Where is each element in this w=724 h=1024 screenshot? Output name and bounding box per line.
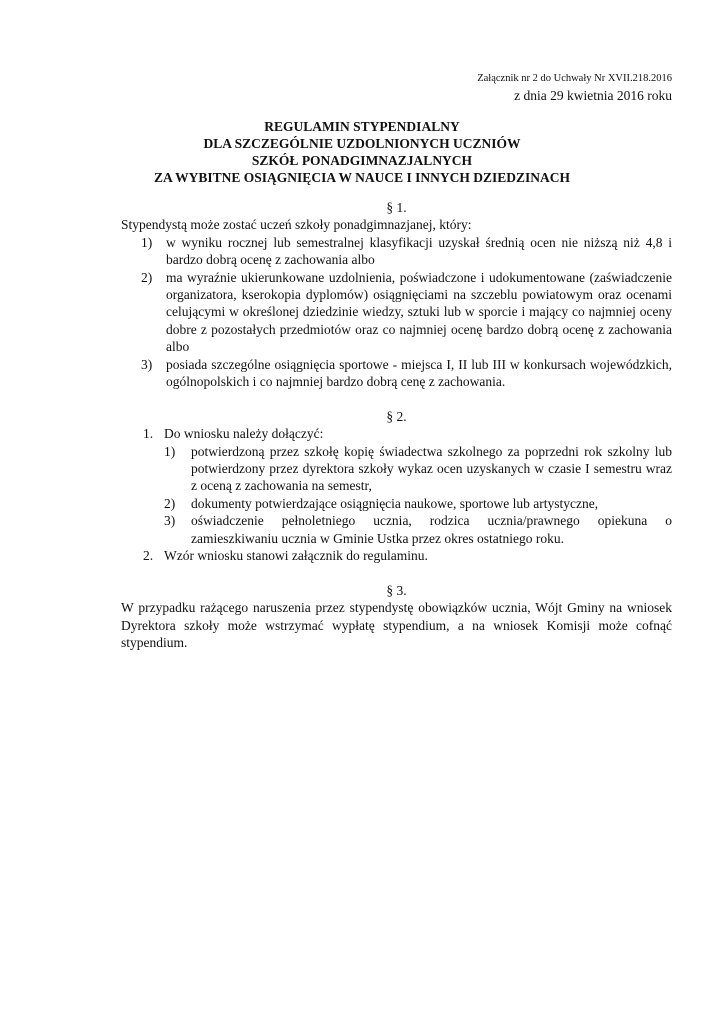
title-line-2: DLA SZCZEGÓLNIE UZDOLNIONYCH UCZNIÓW bbox=[203, 136, 521, 151]
resolution-date: z dnia 29 kwietnia 2016 roku bbox=[514, 88, 672, 103]
section-1-intro: Stypendystą może zostać uczeń szkoły ponadgimnazjanej, który: bbox=[121, 217, 472, 233]
list-item-number: 2) bbox=[164, 495, 176, 511]
list-item bbox=[164, 512, 672, 547]
list-item-text: dokumenty potwierdzające osiągnięcia naukowe, sportowe lub artystyczne, bbox=[191, 495, 599, 511]
list-item bbox=[121, 547, 672, 564]
list-item bbox=[121, 425, 672, 547]
list-item-text: oświadczenie pełnoletniego ucznia, rodzica ucznia/prawnego opiekuna o zamieszkiwaniu ucznia w Gminie Ustka przez okres ostatniego roku. bbox=[191, 513, 672, 546]
list-item-text: ma wyraźnie ukierunkowane uzdolnienia, poświadczone i udokumentowane (zaświadczenie organizatora, kserokopia dyplomów) osiągnięciami na szczeblu powiatowym oraz ocenami celującymi w określonej dziedzinie wiedzy, sztuki lub w sporcie i mający co najmniej oceny dobre z pozostałych przedmiotów oraz co najmniej ocenę bardzo dobrą ocenę z zachowania albo bbox=[166, 269, 672, 355]
document-body bbox=[121, 199, 672, 652]
section-3-text: W przypadku rażącego naruszenia przez stypendystę obowiązków ucznia, Wójt Gminy na wniosek Dyrektora szkoły może wstrzymać wypłatę stypendium, a na wniosek Komisji może cofnąć stypendium. bbox=[121, 600, 672, 651]
list-item-text: Wzór wniosku stanowi załącznik do regulaminu. bbox=[164, 548, 428, 564]
document-title bbox=[60, 118, 664, 186]
list-item-number: 3) bbox=[164, 513, 176, 529]
list-item-text: posiada szczególne osiągnięcia sportowe - miejsca I, II lub III w konkursach wojewódzkich, ogólnopolskich i co najmniej bardzo dobrą cenę z zachowania. bbox=[166, 356, 672, 390]
section-1-heading: § 1. bbox=[386, 200, 407, 215]
list-item-text: Do wniosku należy dołączyć: bbox=[164, 426, 324, 442]
title-line-1: REGULAMIN STYPENDIALNY bbox=[264, 119, 460, 134]
list-item-number: 2) bbox=[141, 269, 153, 285]
list-item-text: potwierdzoną przez szkołę kopię świadectwa szkolnego za poprzedni rok szkolny lub potwierdzony przez dyrektora szkoły wykaz ocen uzyskanych w czasie I semestru wraz z oceną z zachowania na semestr, bbox=[191, 443, 672, 494]
title-line-3: SZKÓŁ PONADGIMNAZJALNYCH bbox=[251, 153, 473, 168]
list-item-number: 1) bbox=[164, 443, 176, 459]
section-3-heading: § 3. bbox=[386, 582, 407, 598]
attachment-reference: Załącznik nr 2 do Uchwały Nr XVII.218.2016 bbox=[477, 73, 672, 84]
document-header bbox=[477, 70, 672, 104]
section-2-list bbox=[121, 425, 672, 564]
list-item-number: 1. bbox=[143, 426, 154, 442]
list-item bbox=[121, 234, 672, 269]
section-2-heading: § 2. bbox=[386, 408, 407, 424]
title-line-4: ZA WYBITNE OSIĄGNIĘCIA W NAUCE I INNYCH DZIEDZINACH bbox=[154, 170, 570, 185]
section-1-list bbox=[121, 234, 672, 391]
list-item-number: 3) bbox=[141, 356, 153, 372]
list-item-number: 1) bbox=[141, 234, 153, 250]
list-item bbox=[121, 356, 672, 391]
list-item-text: w wyniku rocznej lub semestralnej klasyfikacji uzyskał średnią ocen nie niższą niż 4,8 i bardzo dobrą ocenę z zachowania albo bbox=[166, 234, 672, 268]
list-item bbox=[164, 443, 672, 495]
section-2-sublist bbox=[164, 443, 672, 547]
list-item bbox=[164, 495, 672, 512]
list-item bbox=[121, 269, 672, 356]
list-item-number: 2. bbox=[143, 548, 154, 564]
